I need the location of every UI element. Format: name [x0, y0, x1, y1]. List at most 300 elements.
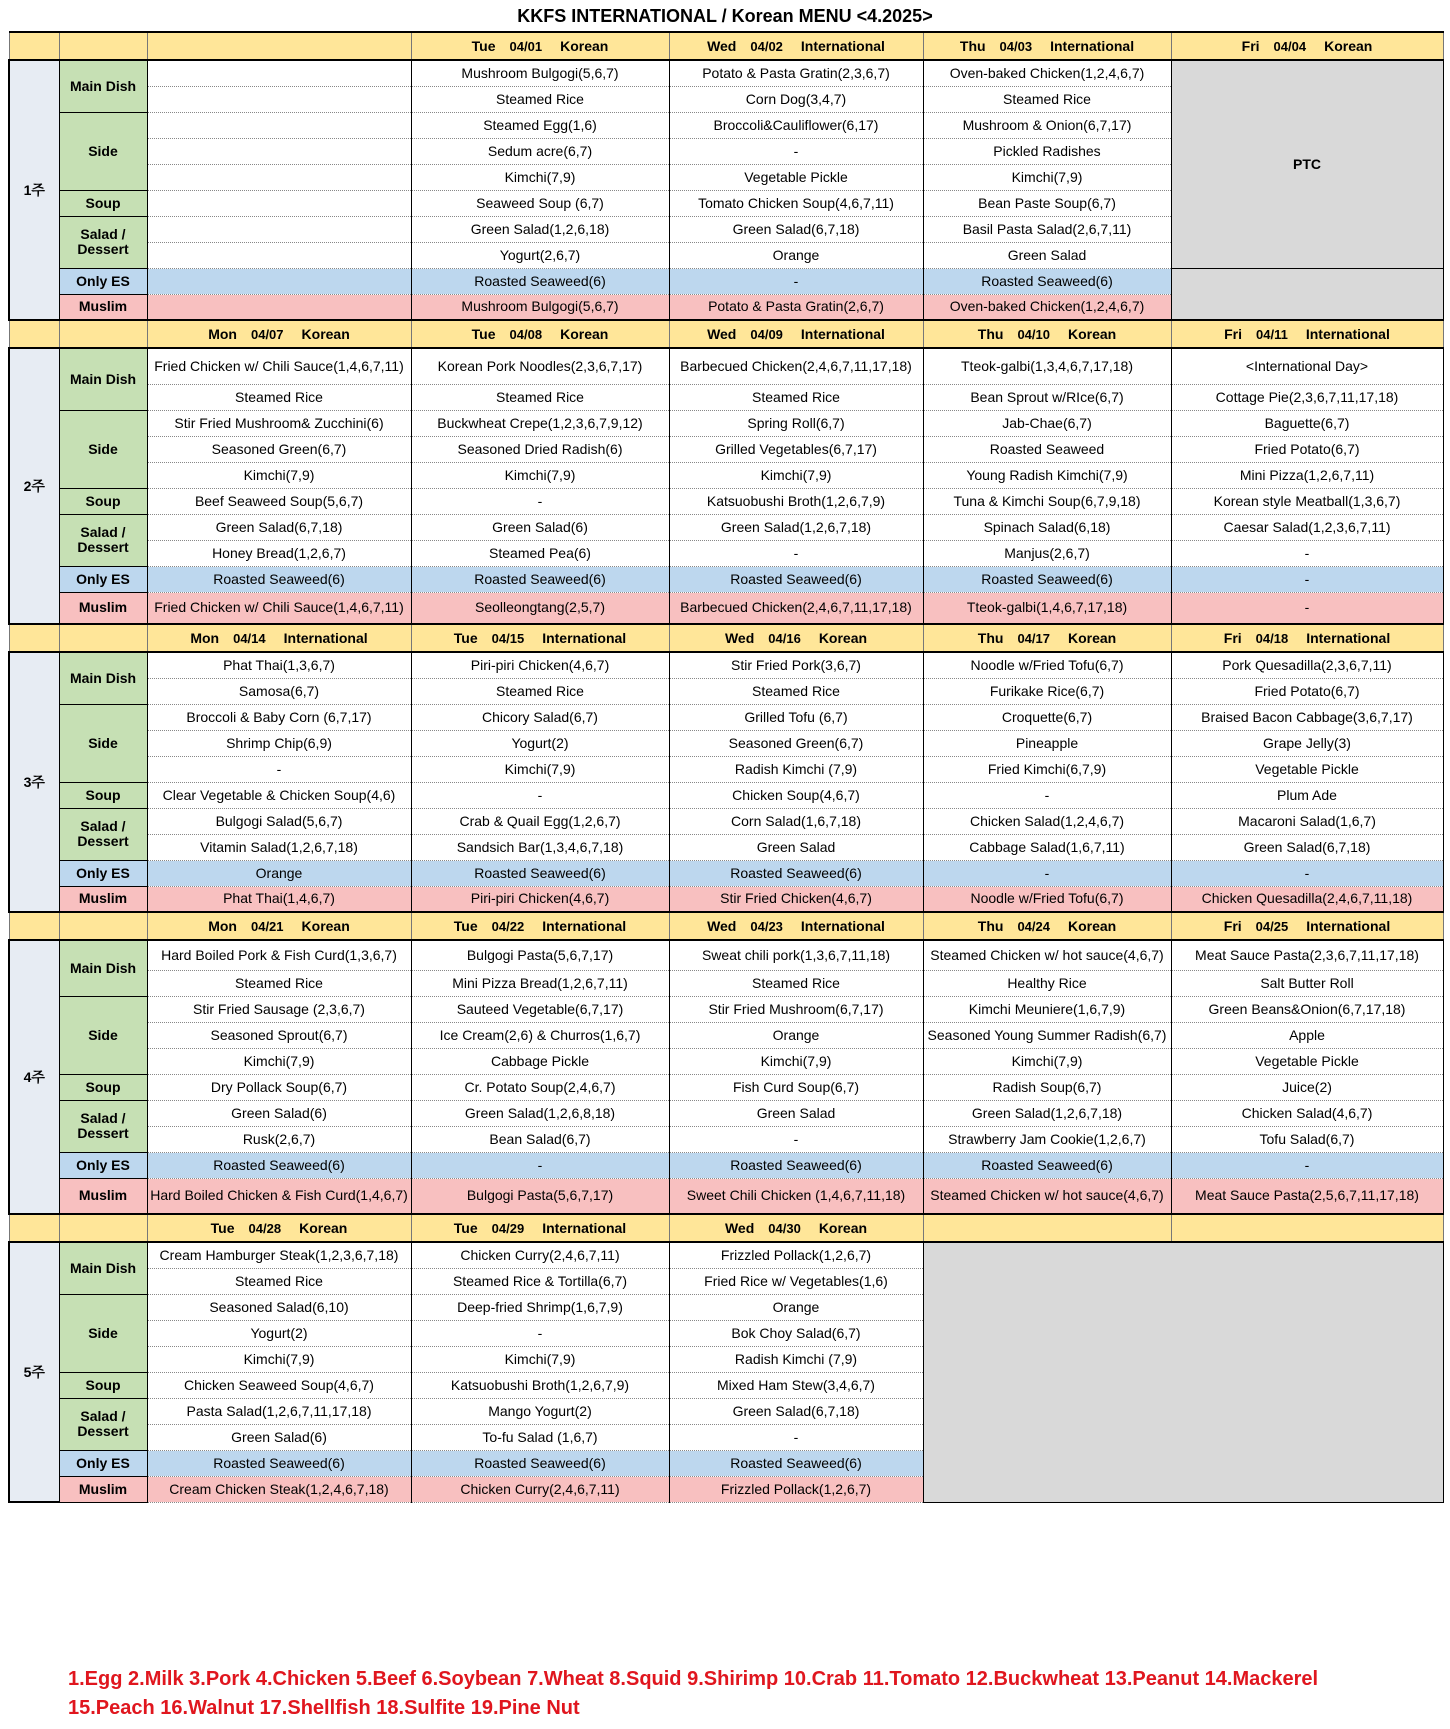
menu-item: Steamed Rice	[411, 678, 669, 704]
menu-item: Roasted Seaweed(6)	[147, 566, 411, 592]
menu-item: To-fu Salad (1,6,7)	[411, 1424, 669, 1450]
menu-item: Radish Kimchi (7,9)	[669, 756, 923, 782]
menu-item: Tofu Salad(6,7)	[1171, 1126, 1443, 1152]
day-name: Fri	[1223, 917, 1242, 934]
header-corner	[59, 32, 147, 60]
menu-item: Radish Kimchi (7,9)	[669, 1346, 923, 1372]
menu-item: Roasted Seaweed	[923, 436, 1171, 462]
day-header	[1171, 624, 1443, 652]
menu-item: Steamed Egg(1,6)	[411, 112, 669, 138]
menu-type: Korean	[1324, 37, 1373, 54]
menu-item: Sweet Chili Chicken (1,4,6,7,11,18)	[669, 1178, 923, 1214]
menu-item: Apple	[1171, 1022, 1443, 1048]
menu-item: Sweat chili pork(1,3,6,7,11,18)	[669, 940, 923, 970]
menu-item: Tuna & Kimchi Soup(6,7,9,18)	[923, 488, 1171, 514]
menu-item: Cottage Pie(2,3,6,7,11,17,18)	[1171, 384, 1443, 410]
menu-type: International	[800, 917, 885, 934]
menu-item: Mushroom Bulgogi(5,6,7)	[411, 60, 669, 86]
menu-item: Crab & Quail Egg(1,2,6,7)	[411, 808, 669, 834]
menu-item: Bok Choy Salad(6,7)	[669, 1320, 923, 1346]
category-main: Main Dish	[59, 1242, 147, 1294]
menu-item: Katsuobushi Broth(1,2,6,7,9)	[411, 1372, 669, 1398]
day-name: Mon	[208, 917, 237, 934]
day-date: 04/18	[1255, 630, 1289, 646]
menu-item: Potato & Pasta Gratin(2,6,7)	[669, 294, 923, 320]
menu-item: -	[147, 756, 411, 782]
day-date: 04/16	[768, 630, 801, 646]
category-salad: Salad / Dessert	[59, 216, 147, 268]
day-name: Thu	[959, 37, 986, 54]
category-es: Only ES	[59, 268, 147, 294]
menu-item: Sauteed Vegetable(6,7,17)	[411, 996, 669, 1022]
menu-item: Pickled Radishes	[923, 138, 1171, 164]
menu-item: Sandsich Bar(1,3,4,6,7,18)	[411, 834, 669, 860]
category-soup: Soup	[59, 782, 147, 808]
menu-row	[9, 1100, 1443, 1126]
menu-row	[9, 540, 1443, 566]
day-header	[923, 912, 1171, 940]
allergen-legend-line: 15.Peach 16.Walnut 17.Shellfish 18.Sulfite 19.Pine Nut	[68, 1697, 580, 1719]
menu-item: Piri-piri Chicken(4,6,7)	[411, 886, 669, 912]
menu-item: Roasted Seaweed(6)	[923, 268, 1171, 294]
day-header	[411, 320, 669, 348]
menu-item: Macaroni Salad(1,6,7)	[1171, 808, 1443, 834]
menu-type: Korean	[818, 1219, 868, 1236]
menu-item: -	[1171, 860, 1443, 886]
menu-item: Beef Seaweed Soup(5,6,7)	[147, 488, 411, 514]
menu-item: Steamed Rice	[923, 86, 1171, 112]
week-header-row	[9, 624, 1443, 652]
day-name: Fri	[1223, 629, 1242, 646]
menu-item: Seaweed Soup (6,7)	[411, 190, 669, 216]
menu-item: Stir Fried Mushroom(6,7,17)	[669, 996, 923, 1022]
day-header	[1171, 1214, 1443, 1242]
menu-row	[9, 268, 1443, 294]
menu-item: Green Salad(1,2,6,18)	[411, 216, 669, 242]
menu-item: Roasted Seaweed(6)	[669, 1450, 923, 1476]
menu-item: Juice(2)	[1171, 1074, 1443, 1100]
menu-item	[147, 190, 411, 216]
day-name: Thu	[977, 325, 1004, 342]
menu-item: Kimchi(7,9)	[147, 1048, 411, 1074]
day-name: Thu	[977, 917, 1004, 934]
menu-item: -	[1171, 540, 1443, 566]
menu-item: Broccoli&Cauliflower(6,17)	[669, 112, 923, 138]
menu-item: Chicken Curry(2,4,6,7,11)	[411, 1242, 669, 1268]
day-date: 04/21	[250, 918, 284, 934]
header-corner	[9, 624, 59, 652]
menu-item: Seolleongtang(2,5,7)	[411, 592, 669, 624]
menu-item: Steamed Chicken w/ hot sauce(4,6,7)	[923, 940, 1171, 970]
day-header	[1171, 320, 1443, 348]
menu-item: Roasted Seaweed(6)	[923, 1152, 1171, 1178]
category-es: Only ES	[59, 566, 147, 592]
category-main: Main Dish	[59, 60, 147, 112]
menu-item: Green Salad(1,2,6,7,18)	[669, 514, 923, 540]
menu-item: Buckwheat Crepe(1,2,3,6,7,9,12)	[411, 410, 669, 436]
week-header-row	[9, 1214, 1443, 1242]
day-date: 04/25	[1255, 918, 1289, 934]
day-date: 04/08	[509, 326, 543, 342]
day-header	[923, 624, 1171, 652]
category-side: Side	[59, 1294, 147, 1372]
day-header	[669, 624, 923, 652]
menu-item: Fish Curd Soup(6,7)	[669, 1074, 923, 1100]
menu-item: Steamed Rice	[669, 970, 923, 996]
day-header	[147, 912, 411, 940]
week-header-row	[9, 32, 1443, 60]
menu-item: Steamed Chicken w/ hot sauce(4,6,7)	[923, 1178, 1171, 1214]
day-header	[669, 1214, 923, 1242]
category-salad: Salad / Dessert	[59, 1100, 147, 1152]
menu-row	[9, 886, 1443, 912]
menu-item: Steamed Rice	[669, 678, 923, 704]
menu-type: International	[542, 917, 627, 934]
menu-item: Chicken Salad(4,6,7)	[1171, 1100, 1443, 1126]
day-date: 04/17	[1017, 630, 1050, 646]
category-muslim: Muslim	[59, 1476, 147, 1502]
menu-item: Kimchi(7,9)	[411, 164, 669, 190]
menu-type: Korean	[1067, 629, 1117, 646]
menu-item: Hard Boiled Pork & Fish Curd(1,3,6,7)	[147, 940, 411, 970]
category-salad: Salad / Dessert	[59, 514, 147, 566]
menu-item: Roasted Seaweed(6)	[669, 860, 923, 886]
menu-item: -	[1171, 592, 1443, 624]
menu-row	[9, 782, 1443, 808]
day-date: 04/23	[750, 918, 783, 934]
menu-item: Green Salad	[669, 834, 923, 860]
menu-item: Corn Salad(1,6,7,18)	[669, 808, 923, 834]
menu-item: Clear Vegetable & Chicken Soup(4,6)	[147, 782, 411, 808]
day-header	[411, 912, 669, 940]
day-date: 04/03	[999, 38, 1033, 54]
day-name: Tue	[471, 37, 496, 54]
menu-item: Chicken Soup(4,6,7)	[669, 782, 923, 808]
menu-item: Bulgogi Pasta(5,6,7,17)	[411, 1178, 669, 1214]
menu-row	[9, 566, 1443, 592]
menu-type: International	[542, 1219, 627, 1236]
header-corner	[59, 1214, 147, 1242]
menu-row	[9, 1178, 1443, 1214]
menu-item: Croquette(6,7)	[923, 704, 1171, 730]
menu-item: Sedum acre(6,7)	[411, 138, 669, 164]
menu-item: Green Beans&Onion(6,7,17,18)	[1171, 996, 1443, 1022]
menu-item: Orange	[147, 860, 411, 886]
category-main: Main Dish	[59, 940, 147, 996]
menu-item: Grape Jelly(3)	[1171, 730, 1443, 756]
ptc-block: PTC	[1171, 60, 1443, 268]
menu-item	[147, 268, 411, 294]
menu-type: International	[1050, 37, 1135, 54]
menu-item: Mushroom & Onion(6,7,17)	[923, 112, 1171, 138]
menu-type: Korean	[818, 629, 868, 646]
menu-item: Fried Rice w/ Vegetables(1,6)	[669, 1268, 923, 1294]
menu-item: Seasoned Sprout(6,7)	[147, 1022, 411, 1048]
menu-item: Bean Salad(6,7)	[411, 1126, 669, 1152]
menu-item: Cr. Potato Soup(2,4,6,7)	[411, 1074, 669, 1100]
day-header	[147, 1214, 411, 1242]
menu-row	[9, 652, 1443, 678]
menu-row	[9, 756, 1443, 782]
menu-item: Kimchi(7,9)	[669, 462, 923, 488]
menu-item: Corn Dog(3,4,7)	[669, 86, 923, 112]
menu-item: Chicken Curry(2,4,6,7,11)	[411, 1476, 669, 1502]
menu-item: Healthy Rice	[923, 970, 1171, 996]
category-muslim: Muslim	[59, 886, 147, 912]
menu-item: Manjus(2,6,7)	[923, 540, 1171, 566]
day-name: Wed	[724, 629, 755, 646]
menu-item: Bean Paste Soup(6,7)	[923, 190, 1171, 216]
week-label: 2주	[9, 348, 59, 624]
menu-item: Stir Fried Pork(3,6,7)	[669, 652, 923, 678]
day-header	[669, 912, 923, 940]
menu-item: Cabbage Salad(1,6,7,11)	[923, 834, 1171, 860]
menu-item: Katsuobushi Broth(1,2,6,7,9)	[669, 488, 923, 514]
menu-item: Fried Kimchi(6,7,9)	[923, 756, 1171, 782]
menu-item: -	[669, 1126, 923, 1152]
menu-item: Phat Thai(1,4,6,7)	[147, 886, 411, 912]
menu-row	[9, 384, 1443, 410]
menu-item: Dry Pollack Soup(6,7)	[147, 1074, 411, 1100]
menu-item: Basil Pasta Salad(2,6,7,11)	[923, 216, 1171, 242]
menu-item: Cabbage Pickle	[411, 1048, 669, 1074]
day-date: 04/28	[248, 1220, 282, 1236]
menu-item: Deep-fried Shrimp(1,6,7,9)	[411, 1294, 669, 1320]
menu-item: Roasted Seaweed(6)	[669, 566, 923, 592]
menu-item: Steamed Rice	[147, 970, 411, 996]
day-header	[147, 624, 411, 652]
menu-item: Seasoned Salad(6,10)	[147, 1294, 411, 1320]
menu-row	[9, 808, 1443, 834]
menu-item: Green Salad(6)	[411, 514, 669, 540]
day-header	[147, 320, 411, 348]
menu-type: International	[542, 629, 627, 646]
menu-item: Broccoli & Baby Corn (6,7,17)	[147, 704, 411, 730]
menu-item: Noodle w/Fried Tofu(6,7)	[923, 652, 1171, 678]
header-corner	[9, 32, 59, 60]
menu-row	[9, 488, 1443, 514]
menu-item: Vegetable Pickle	[1171, 756, 1443, 782]
menu-item: Roasted Seaweed(6)	[411, 566, 669, 592]
week-header-row	[9, 320, 1443, 348]
menu-item: Orange	[669, 242, 923, 268]
menu-item: Vitamin Salad(1,2,6,7,18)	[147, 834, 411, 860]
week-label: 4주	[9, 940, 59, 1214]
menu-item: Grilled Vegetables(6,7,17)	[669, 436, 923, 462]
menu-item: Chicken Quesadilla(2,4,6,7,11,18)	[1171, 886, 1443, 912]
menu-item: <International Day>	[1171, 348, 1443, 384]
menu-item: Baguette(6,7)	[1171, 410, 1443, 436]
week-label: 3주	[9, 652, 59, 912]
menu-item: Fried Potato(6,7)	[1171, 678, 1443, 704]
menu-item	[147, 86, 411, 112]
menu-item: Roasted Seaweed(6)	[411, 1450, 669, 1476]
menu-row	[9, 996, 1443, 1022]
day-name: Wed	[707, 37, 737, 54]
category-main: Main Dish	[59, 348, 147, 410]
category-soup: Soup	[59, 190, 147, 216]
menu-item: -	[923, 860, 1171, 886]
menu-item: Frizzled Pollack(1,2,6,7)	[669, 1476, 923, 1502]
menu-type: Korean	[301, 917, 350, 934]
header-corner	[59, 320, 147, 348]
menu-item: Green Salad(6,7,18)	[669, 216, 923, 242]
menu-item: Pineapple	[923, 730, 1171, 756]
menu-item: Pasta Salad(1,2,6,7,11,17,18)	[147, 1398, 411, 1424]
menu-item: Tteok-galbi(1,4,6,7,17,18)	[923, 592, 1171, 624]
category-side: Side	[59, 996, 147, 1074]
day-name: Wed	[707, 917, 737, 934]
menu-item: Mini Pizza(1,2,6,7,11)	[1171, 462, 1443, 488]
menu-item: Mushroom Bulgogi(5,6,7)	[411, 294, 669, 320]
menu-item: Bulgogi Salad(5,6,7)	[147, 808, 411, 834]
menu-item: Fried Potato(6,7)	[1171, 436, 1443, 462]
menu-item: Green Salad	[669, 1100, 923, 1126]
menu-item: -	[923, 782, 1171, 808]
day-header	[923, 1214, 1171, 1242]
menu-item: Frizzled Pollack(1,2,6,7)	[669, 1242, 923, 1268]
menu-item: Spring Roll(6,7)	[669, 410, 923, 436]
menu-item: Meat Sauce Pasta(2,3,6,7,11,17,18)	[1171, 940, 1443, 970]
header-corner	[9, 1214, 59, 1242]
menu-row	[9, 348, 1443, 384]
menu-item: -	[1171, 1152, 1443, 1178]
menu-item: Rusk(2,6,7)	[147, 1126, 411, 1152]
menu-item: Steamed Rice	[669, 384, 923, 410]
menu-item: Green Salad(6,7,18)	[1171, 834, 1443, 860]
header-corner	[59, 912, 147, 940]
day-name: Wed	[724, 1219, 755, 1236]
category-es: Only ES	[59, 1450, 147, 1476]
menu-item	[147, 216, 411, 242]
menu-row	[9, 730, 1443, 756]
empty-cell	[1171, 268, 1443, 320]
category-muslim: Muslim	[59, 1178, 147, 1214]
day-date: 04/09	[750, 326, 783, 342]
category-salad: Salad / Dessert	[59, 1398, 147, 1450]
menu-item: Fried Chicken w/ Chili Sauce(1,4,6,7,11)	[147, 592, 411, 624]
menu-item: Kimchi(7,9)	[147, 462, 411, 488]
menu-row	[9, 1126, 1443, 1152]
menu-item: -	[411, 782, 669, 808]
menu-item: Steamed Rice & Tortilla(6,7)	[411, 1268, 669, 1294]
menu-item: Braised Bacon Cabbage(3,6,7,17)	[1171, 704, 1443, 730]
menu-item: Bean Sprout w/RIce(6,7)	[923, 384, 1171, 410]
menu-item: Stir Fried Chicken(4,6,7)	[669, 886, 923, 912]
day-header	[1171, 32, 1443, 60]
menu-item: Yogurt(2)	[147, 1320, 411, 1346]
menu-item	[147, 60, 411, 86]
menu-item: Samosa(6,7)	[147, 678, 411, 704]
week-label: 5주	[9, 1242, 59, 1502]
day-date: 04/24	[1017, 918, 1050, 934]
day-name: Mon	[208, 325, 237, 342]
header-corner	[9, 320, 59, 348]
day-name: Tue	[453, 1219, 478, 1236]
category-salad: Salad / Dessert	[59, 808, 147, 860]
menu-item: Kimchi Meuniere(1,6,7,9)	[923, 996, 1171, 1022]
menu-item: Kimchi(7,9)	[411, 756, 669, 782]
allergen-legend-line: 1.Egg 2.Milk 3.Pork 4.Chicken 5.Beef 6.Soybean 7.Wheat 8.Squid 9.Shirimp 10.Crab 11.Tomato 12.Buckwheat 13.Peanut 14.Mackerel	[68, 1668, 1319, 1690]
menu-item: Green Salad(6)	[147, 1100, 411, 1126]
menu-item: Green Salad(6,7,18)	[147, 514, 411, 540]
menu-row	[9, 462, 1443, 488]
menu-item: Chicken Salad(1,2,4,6,7)	[923, 808, 1171, 834]
menu-item: Barbecued Chicken(2,4,6,7,11,17,18)	[669, 592, 923, 624]
menu-item: Steamed Rice	[411, 384, 669, 410]
menu-item: Piri-piri Chicken(4,6,7)	[411, 652, 669, 678]
menu-item: Orange	[669, 1022, 923, 1048]
day-header	[411, 1214, 669, 1242]
day-header	[411, 32, 669, 60]
header-corner	[59, 624, 147, 652]
menu-type: International	[1305, 325, 1390, 342]
menu-item: Fried Chicken w/ Chili Sauce(1,4,6,7,11)	[147, 348, 411, 384]
menu-item: Roasted Seaweed(6)	[411, 860, 669, 886]
menu-type: International	[800, 37, 885, 54]
menu-item: Kimchi(7,9)	[923, 164, 1171, 190]
menu-item: Mixed Ham Stew(3,4,6,7)	[669, 1372, 923, 1398]
menu-type: International	[1306, 917, 1391, 934]
menu-item: Yogurt(2)	[411, 730, 669, 756]
menu-item: Tteok-galbi(1,3,4,6,7,17,18)	[923, 348, 1171, 384]
menu-item: Seasoned Young Summer Radish(6,7)	[923, 1022, 1171, 1048]
menu-row	[9, 60, 1443, 86]
category-soup: Soup	[59, 488, 147, 514]
day-header	[923, 320, 1171, 348]
allergen-legend	[68, 1665, 1318, 1723]
menu-item: Meat Sauce Pasta(2,5,6,7,11,17,18)	[1171, 1178, 1443, 1214]
menu-item: Vegetable Pickle	[1171, 1048, 1443, 1074]
menu-item: Mango Yogurt(2)	[411, 1398, 669, 1424]
header-corner	[9, 912, 59, 940]
menu-item: Kimchi(7,9)	[411, 1346, 669, 1372]
menu-item	[147, 138, 411, 164]
menu-item: Steamed Rice	[411, 86, 669, 112]
category-es: Only ES	[59, 1152, 147, 1178]
menu-item: Honey Bread(1,2,6,7)	[147, 540, 411, 566]
category-soup: Soup	[59, 1372, 147, 1398]
menu-item: Plum Ade	[1171, 782, 1443, 808]
day-header	[411, 624, 669, 652]
week-label: 1주	[9, 60, 59, 320]
menu-item: Roasted Seaweed(6)	[147, 1450, 411, 1476]
day-date: 04/01	[509, 38, 543, 54]
menu-item: Cream Hamburger Steak(1,2,3,6,7,18)	[147, 1242, 411, 1268]
menu-row	[9, 834, 1443, 860]
menu-item: Furikake Rice(6,7)	[923, 678, 1171, 704]
day-name: Mon	[190, 629, 220, 646]
menu-item: Strawberry Jam Cookie(1,2,6,7)	[923, 1126, 1171, 1152]
menu-type: Korean	[560, 37, 609, 54]
menu-item: Kimchi(7,9)	[411, 462, 669, 488]
menu-item: Cream Chicken Steak(1,2,4,6,7,18)	[147, 1476, 411, 1502]
category-muslim: Muslim	[59, 592, 147, 624]
day-header	[669, 32, 923, 60]
menu-item: -	[669, 268, 923, 294]
menu-item: Kimchi(7,9)	[147, 1346, 411, 1372]
day-header	[1171, 912, 1443, 940]
menu-item: Steamed Pea(6)	[411, 540, 669, 566]
menu-item: Caesar Salad(1,2,3,6,7,11)	[1171, 514, 1443, 540]
menu-type: International	[283, 629, 368, 646]
day-date: 04/02	[750, 38, 783, 54]
day-date: 04/15	[491, 630, 525, 646]
menu-item: Korean style Meatball(1,3,6,7)	[1171, 488, 1443, 514]
menu-item: Korean Pork Noodles(2,3,6,7,17)	[411, 348, 669, 384]
category-side: Side	[59, 704, 147, 782]
day-date: 04/04	[1273, 38, 1307, 54]
